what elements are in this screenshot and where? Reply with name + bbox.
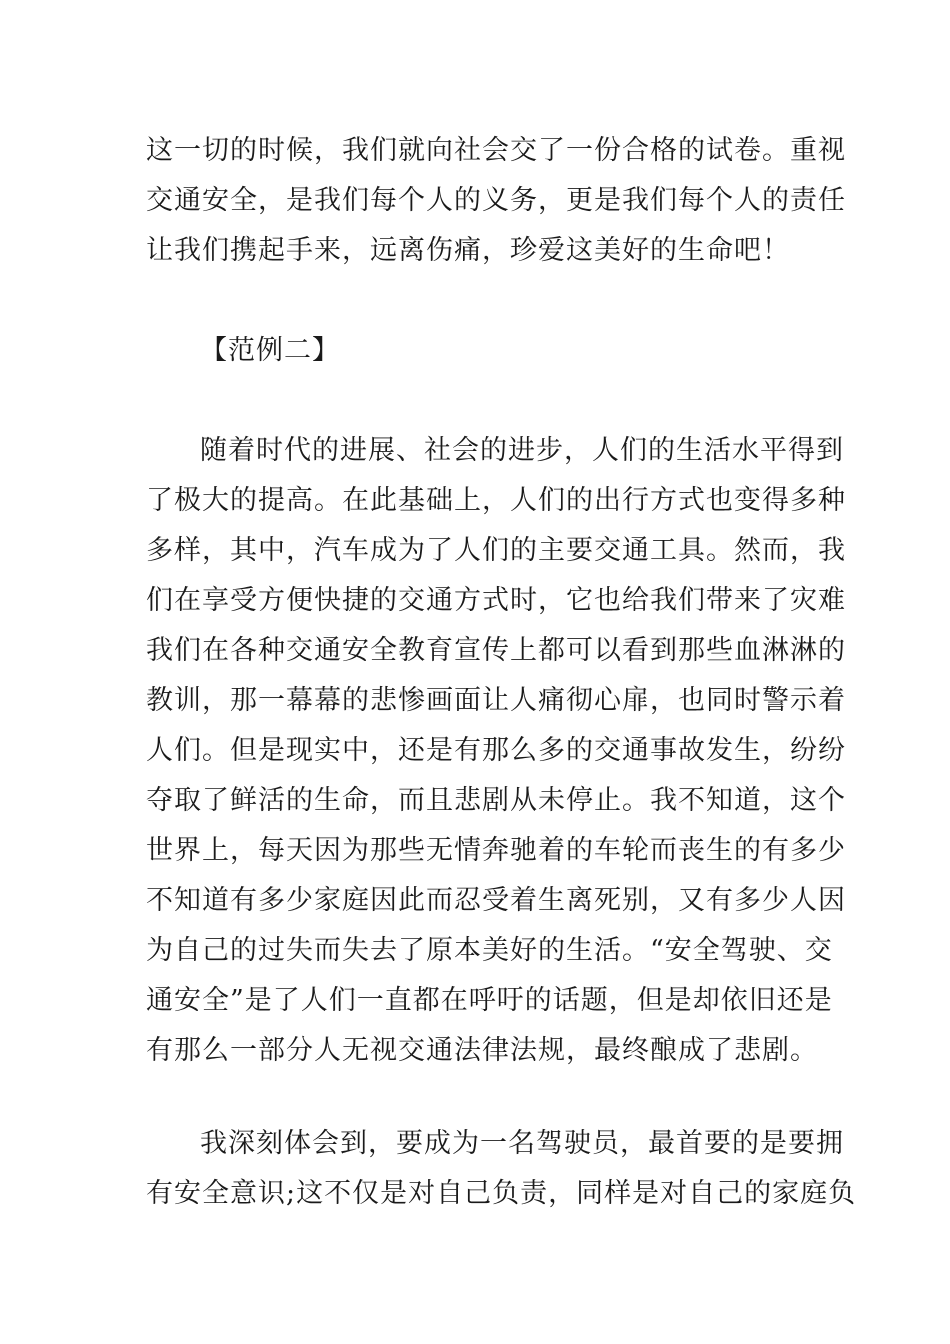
text-line: 有安全意识;这不仅是对自己负责，同样是对自己的家庭负 <box>146 1178 857 1209</box>
text-line: 通安全”是了人们一直都在呼吁的话题，但是却依旧还是 <box>146 985 833 1016</box>
paragraph-continuation <box>146 126 846 276</box>
paragraph-reflection <box>146 1119 857 1219</box>
text-line: 我们在各种交通安全教育宣传上都可以看到那些血淋淋的 <box>146 635 846 666</box>
text-line: 我深刻体会到，要成为一名驾驶员，最首要的是要拥 <box>200 1128 844 1159</box>
text-line: 人们。但是现实中，还是有那么多的交通事故发生，纷纷 <box>146 735 846 766</box>
text-line: 们在享受方便快捷的交通方式时，它也给我们带来了灾难 <box>146 585 846 616</box>
text-line: 世界上，每天因为那些无情奔驰着的车轮而丧生的有多少 <box>146 835 846 866</box>
text-line: 交通安全，是我们每个人的义务，更是我们每个人的责任 <box>146 185 846 216</box>
text-line: 夺取了鲜活的生命，而且悲剧从未停止。我不知道，这个 <box>146 785 846 816</box>
paragraph-example-2 <box>146 426 846 1076</box>
text-line: 为自己的过失而失去了原本美好的生活。“安全驾驶、交 <box>146 935 833 966</box>
text-line: 有那么一部分人无视交通法律法规，最终酿成了悲剧。 <box>146 1035 818 1066</box>
section-heading <box>146 326 826 376</box>
text-line: 了极大的提高。在此基础上，人们的出行方式也变得多种 <box>146 485 846 516</box>
text-line: 多样，其中，汽车成为了人们的主要交通工具。然而，我 <box>146 535 846 566</box>
text-line: 随着时代的进展、社会的进步，人们的生活水平得到 <box>200 435 844 466</box>
text-line: 不知道有多少家庭因此而忍受着生离死别，又有多少人因 <box>146 885 846 916</box>
text-line: 教训，那一幕幕的悲惨画面让人痛彻心扉，也同时警示着 <box>146 685 846 716</box>
text-line: 这一切的时候，我们就向社会交了一份合格的试卷。重视 <box>146 135 846 166</box>
section-heading-text: 【范例二】 <box>200 335 340 366</box>
text-line: 让我们携起手来，远离伤痛，珍爱这美好的生命吧！ <box>146 235 790 266</box>
